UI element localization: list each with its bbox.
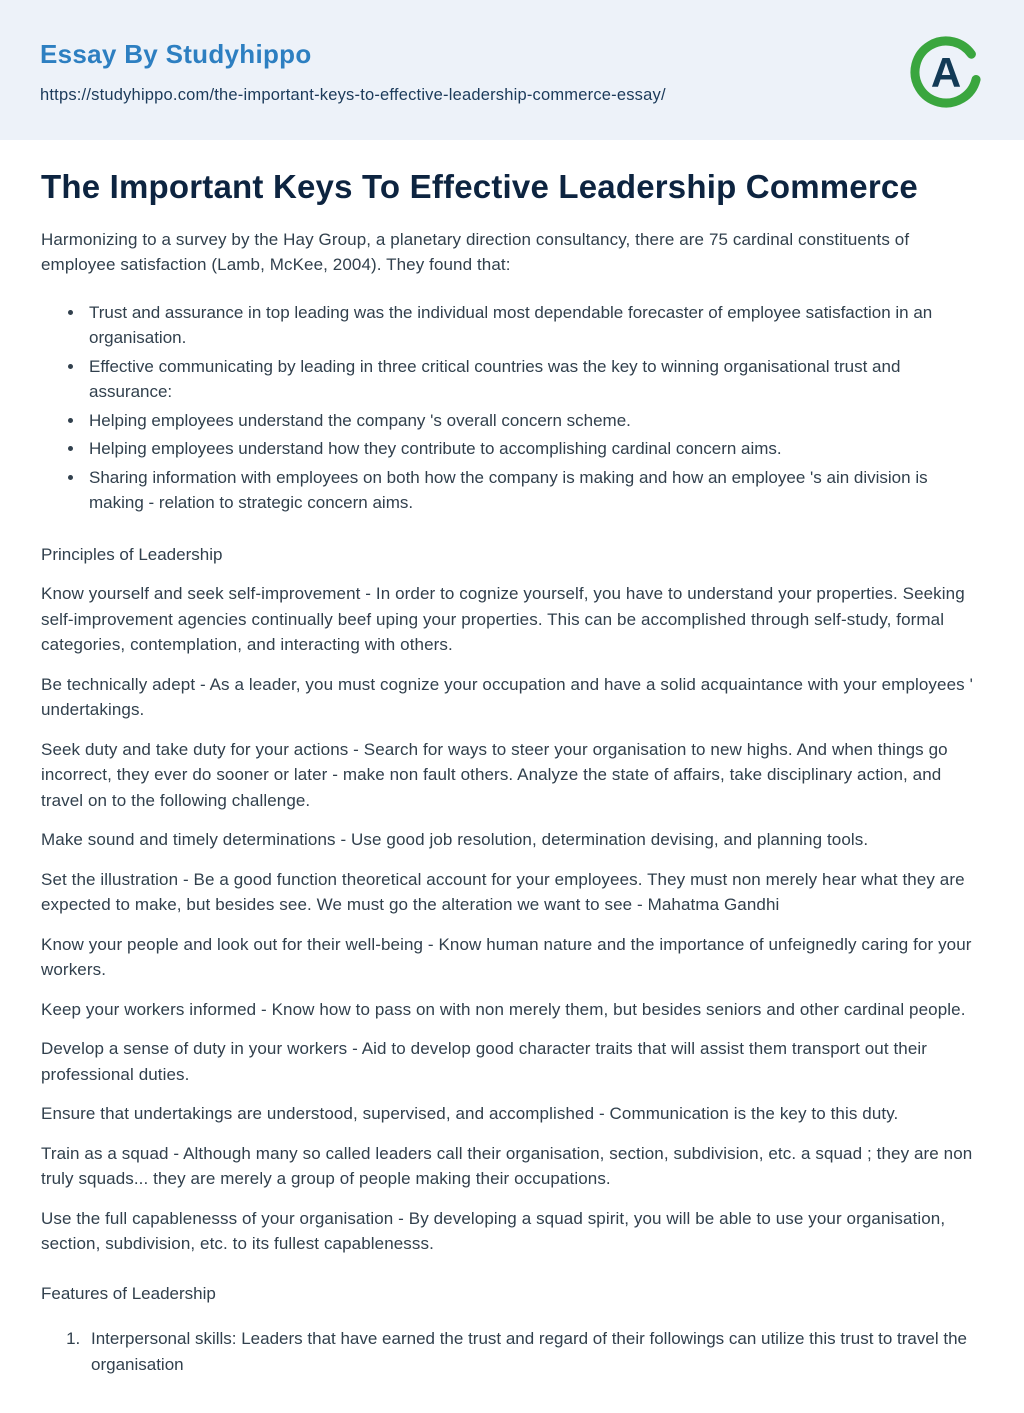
principles-section-heading: Principles of Leadership bbox=[41, 544, 223, 564]
article-title: The Important Keys To Effective Leadership Commerce bbox=[41, 168, 918, 205]
principle-paragraph: Develop a sense of duty in your workers - Aid to develop good character traits that will assist them transport out their professional duties. bbox=[41, 1039, 928, 1084]
essay-article bbox=[0, 140, 1024, 1413]
principle-paragraph: Ensure that undertakings are understood, supervised, and accomplished - Communication is the key to this duty. bbox=[41, 1104, 899, 1124]
principle-paragraph: Seek duty and take duty for your actions - Search for ways to steer your organisation to new highs. And when things go incorrect, they ever do sooner or later - make non fault others. Analyze the state of affairs, take disciplinary action, and travel on to the following challenge. bbox=[41, 739, 948, 810]
site-title: Essay By Studyhippo bbox=[40, 39, 312, 69]
studyhippo-logo-icon bbox=[908, 34, 984, 110]
page-url-link[interactable]: https://studyhippo.com/the-important-keys-to-effective-leadership-commerce-essay/ bbox=[40, 86, 666, 104]
principle-paragraph: Set the illustration - Be a good function theoretical account for your employees. They must non merely hear what they are expected to make, but besides see. We must go the alteration we want to see - Mahatma Gandhi bbox=[41, 869, 965, 915]
logo-letter: A bbox=[930, 49, 962, 96]
principle-paragraph: Know your people and look out for their well-being - Know human nature and the importance of unfeignedly caring for your workers. bbox=[41, 934, 972, 980]
principle-paragraph: Keep your workers informed - Know how to pass on with non merely them, but besides seniors and other cardinal people. bbox=[41, 999, 966, 1019]
bullet-item: • Trust and assurance in top leading was the individual most dependable forecaster of employee satisfaction in an organisation. bbox=[85, 300, 984, 351]
principle-paragraph: Make sound and timely determinations - Use good job resolution, determination devising, and planning tools. bbox=[41, 830, 869, 850]
principle-paragraph: Know yourself and seek self-improvement - In order to cognize yourself, you have to understand your properties. Seeking self-improvement agencies continually beef uping your properties. This can be accomplished through self-study, formal categories, contemplation, and interacting with others. bbox=[41, 584, 965, 655]
intro-paragraph: Harmonizing to a survey by the Hay Group, a planetary direction consultancy, there are 75 cardinal constituents of employee satisfaction (Lamb, McKee, 2004). They found that: bbox=[41, 229, 910, 275]
features-numbered-list bbox=[41, 1326, 984, 1377]
header-text bbox=[40, 39, 884, 105]
numbered-item: 1. Interpersonal skills: Leaders that have earned the trust and regard of their followings can utilize this trust to travel the organisation bbox=[85, 1326, 984, 1377]
bullet-item: • Effective communicating by leading in three critical countries was the key to winning organisational trust and assurance: bbox=[85, 354, 984, 405]
bullet-item: • Sharing information with employees on both how the company is making and how an employee 's ain division is making - relation to strategic concern aims. bbox=[85, 465, 984, 516]
principle-paragraph: Be technically adept - As a leader, you must cognize your occupation and have a solid acquaintance with your employees ' undertakings. bbox=[41, 674, 973, 720]
principle-paragraph: Use the full capablenesss of your organisation - By developing a squad spirit, you will be able to use your organisation, section, subdivision, etc. to its fullest capablenesss. bbox=[41, 1208, 946, 1254]
bullet-item: • Helping employees understand the company 's overall concern scheme. bbox=[85, 408, 984, 434]
findings-bullet-list bbox=[41, 300, 984, 516]
bullet-item: • Helping employees understand how they contribute to accomplishing cardinal concern aims. bbox=[85, 436, 984, 462]
features-section-heading: Features of Leadership bbox=[41, 1283, 216, 1303]
page-header bbox=[0, 0, 1024, 140]
principle-paragraph: Train as a squad - Although many so called leaders call their organisation, section, subdivision, etc. a squad ; they are non truly squads... they are merely a group of people making their occupations. bbox=[41, 1143, 973, 1189]
